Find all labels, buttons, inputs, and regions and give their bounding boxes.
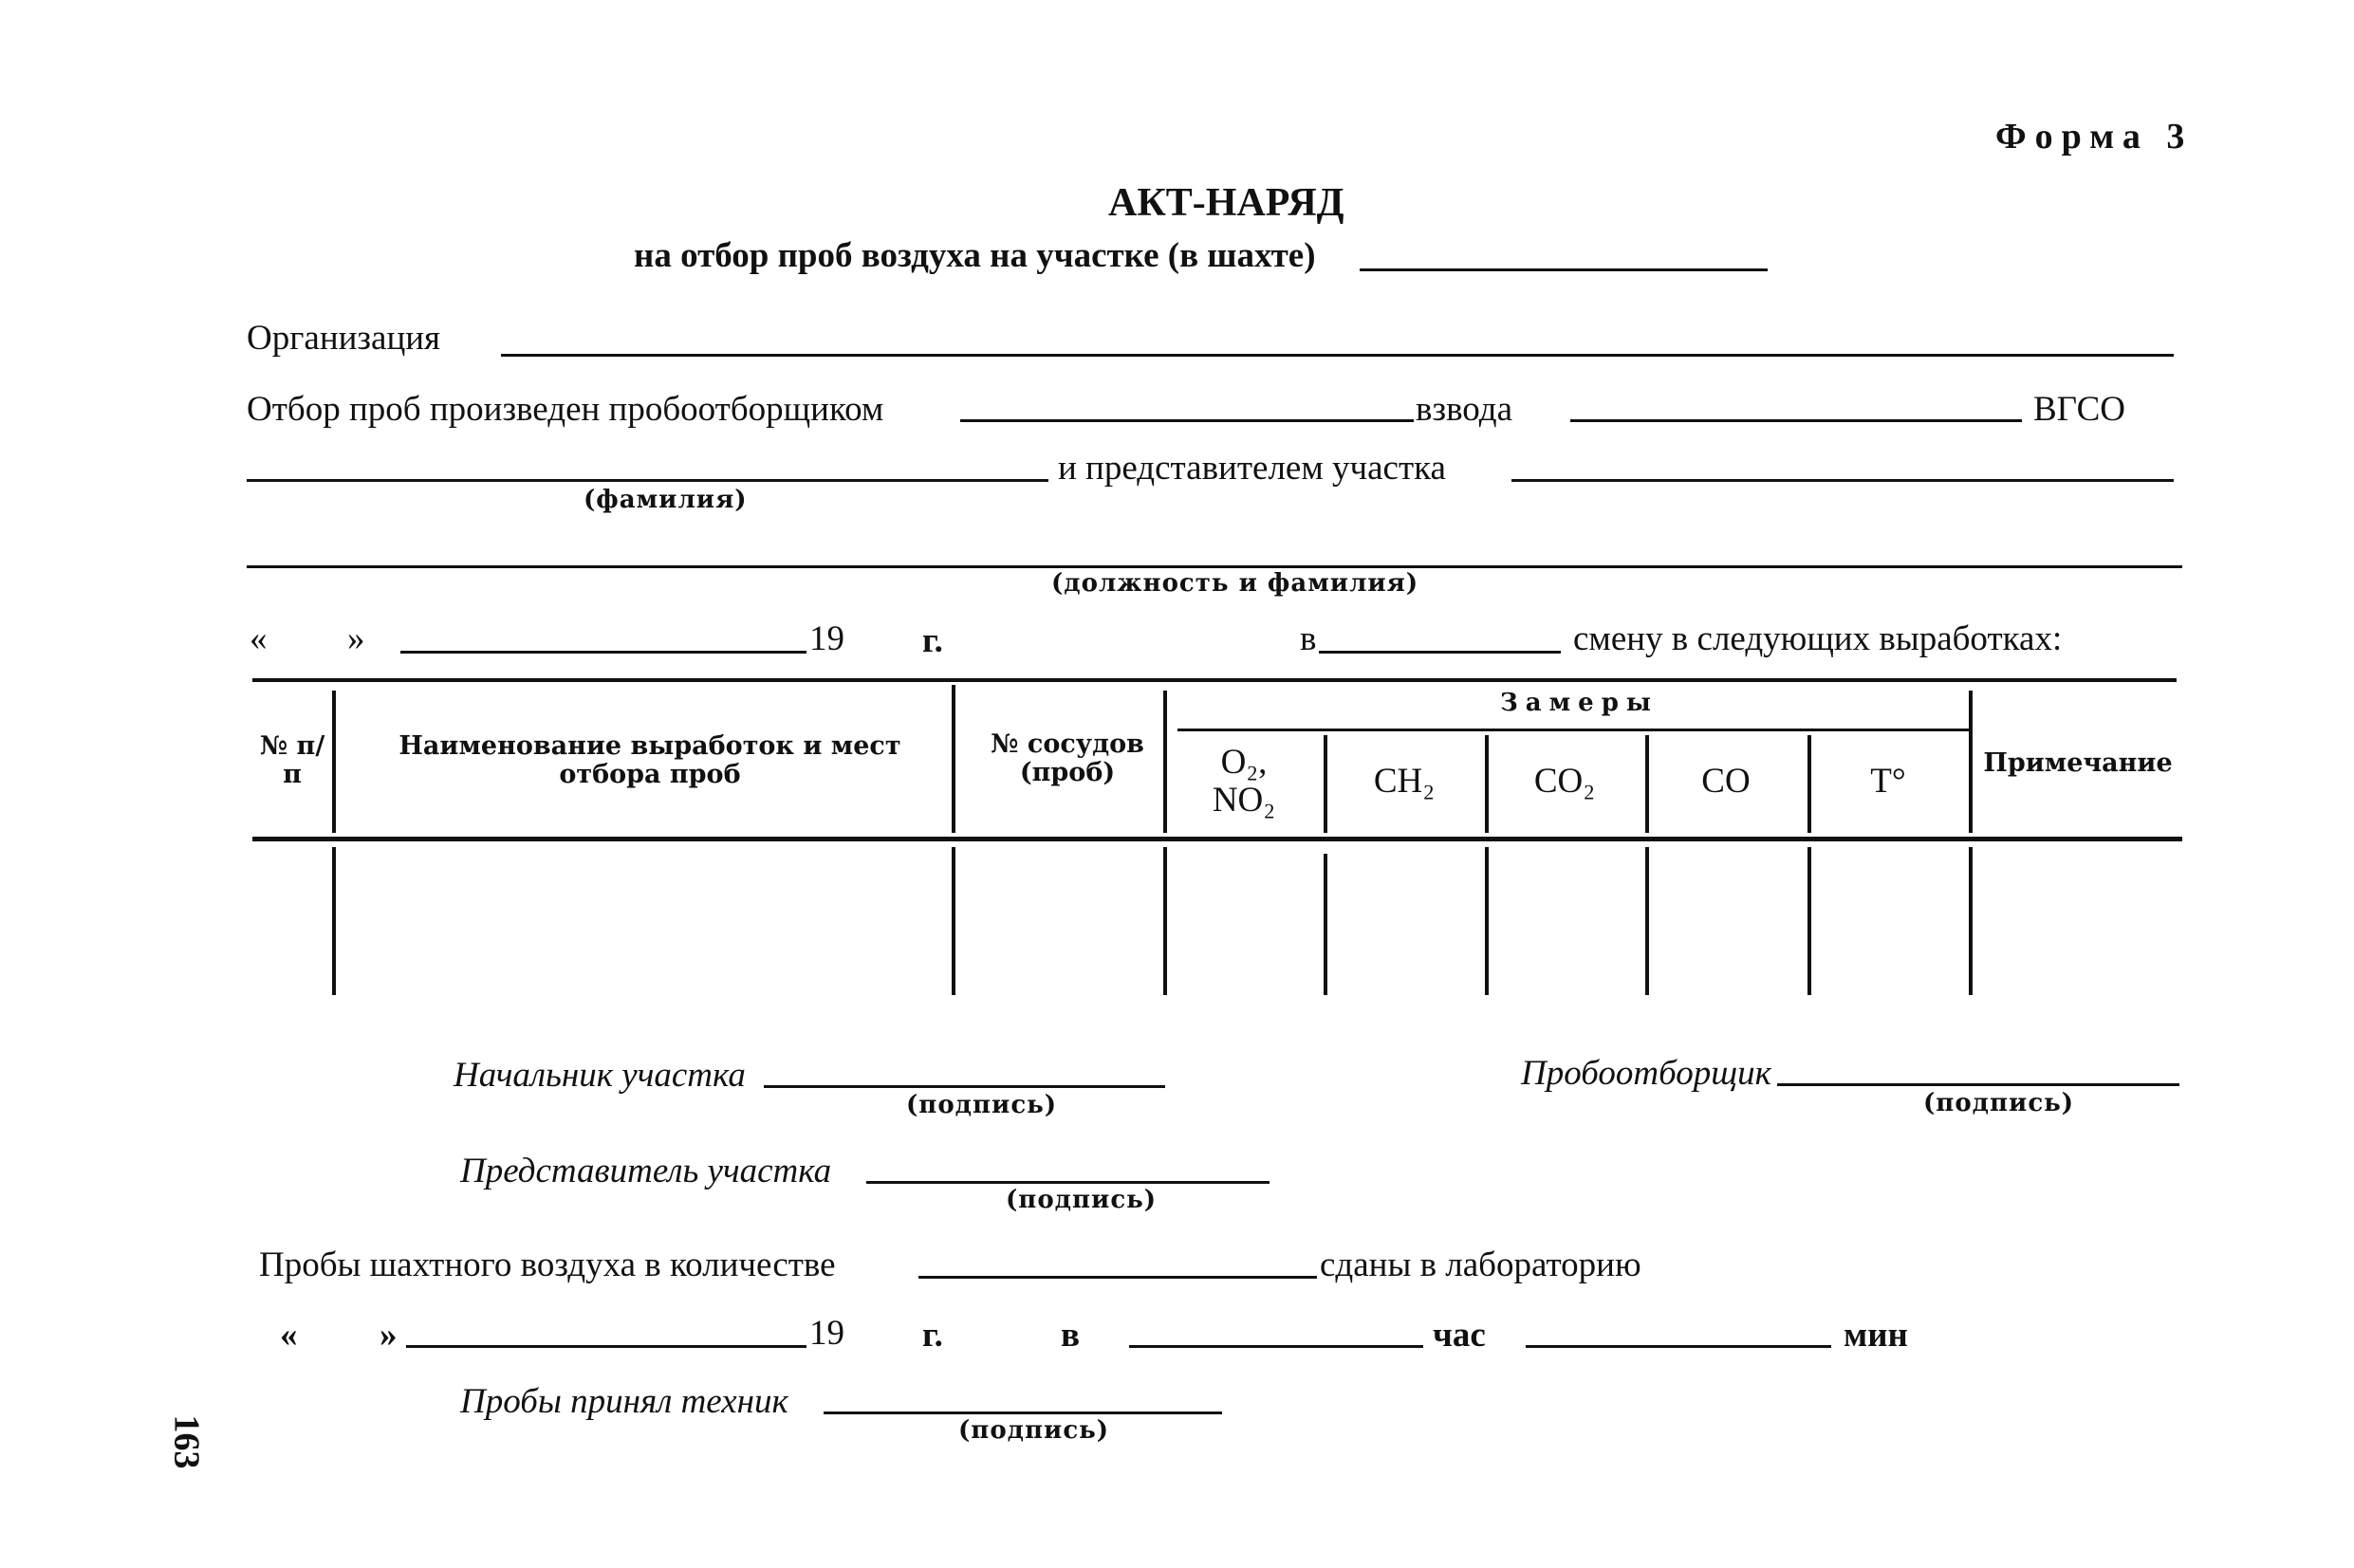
org-vgso-label: ВГСО xyxy=(2033,390,2125,429)
table-body-vline xyxy=(1807,847,1811,995)
table-vline xyxy=(1807,735,1811,833)
delivery-label: Пробы шахтного воздуха в количестве xyxy=(259,1245,836,1284)
table-body-vline xyxy=(1485,847,1489,995)
date-field-line[interactable] xyxy=(400,651,806,654)
sampler-label: Отбор проб произведен пробоотборщиком xyxy=(247,390,884,429)
sampler-signature-label: Пробоотборщик xyxy=(1521,1054,1771,1093)
table-top-rule xyxy=(252,678,2177,682)
page-number: 163 xyxy=(166,1414,207,1469)
delivery-date-line[interactable] xyxy=(406,1345,806,1348)
platoon-field-line[interactable] xyxy=(1570,419,2022,422)
table-body-vline xyxy=(1969,847,1973,995)
page-title: АКТ-НАРЯД xyxy=(1108,181,1344,225)
hint-position: (должность и фамилия) xyxy=(1051,569,1419,598)
organization-label: Организация xyxy=(247,319,441,358)
mine-field-line[interactable] xyxy=(1360,268,1768,271)
shift-field-line[interactable] xyxy=(1319,651,1561,654)
technician-signature-hint: (подпись) xyxy=(958,1416,1110,1445)
sampler-signature-hint: (подпись) xyxy=(1923,1089,2075,1117)
date-year: 19 xyxy=(809,619,844,658)
minutes-label: мин xyxy=(1844,1316,1908,1355)
table-body-vline xyxy=(1163,847,1167,995)
hint-surname: (фамилия) xyxy=(584,486,748,514)
delivery-quote-close: » xyxy=(380,1316,398,1355)
table-vline xyxy=(1969,691,1973,833)
delivery-year-suffix: г. xyxy=(922,1316,943,1355)
no2-label: NO₂ xyxy=(1212,781,1276,820)
col-o2-header xyxy=(1173,744,1315,820)
representative-signature-line[interactable] xyxy=(866,1181,1270,1184)
table-vline xyxy=(1163,691,1167,833)
table-body-vline xyxy=(332,847,336,995)
chief-label: Начальник участка xyxy=(454,1056,746,1095)
table-vline xyxy=(1324,735,1327,833)
chief-signature-hint: (подпись) xyxy=(906,1091,1058,1119)
measurements-group-header: Замеры xyxy=(1500,689,1659,717)
subtitle: на отбор проб воздуха на участке (в шахте) xyxy=(634,236,1316,275)
delivery-quote-open: « xyxy=(280,1316,298,1355)
representative-signature-hint: (подпись) xyxy=(1006,1186,1158,1214)
platoon-label: взвода xyxy=(1416,390,1512,429)
measurements-group-rule xyxy=(1177,729,1973,731)
sampler-field-line[interactable] xyxy=(960,419,1414,422)
technician-signature-line[interactable] xyxy=(824,1411,1222,1414)
position-field-line[interactable] xyxy=(247,565,2182,568)
col-co2-header: CO₂ xyxy=(1533,762,1596,801)
chief-signature-line[interactable] xyxy=(764,1085,1165,1088)
table-vline xyxy=(1485,735,1489,833)
o2-label: O₂, xyxy=(1220,743,1268,782)
col-t-header: T° xyxy=(1870,762,1906,801)
col-vessels-header: № сосудов (проб) xyxy=(991,729,1144,787)
table-body-vline xyxy=(952,847,955,995)
date-quote-open: « xyxy=(250,619,268,658)
col-ch-header: CH₂ xyxy=(1373,762,1436,801)
representative-signature-label: Представитель участка xyxy=(460,1152,832,1190)
technician-label: Пробы принял техник xyxy=(460,1382,788,1421)
col-name-header: Наименование выработок и мест отбора проб xyxy=(399,731,901,789)
date-quote-close: » xyxy=(347,619,365,658)
organization-field-line[interactable] xyxy=(501,354,2174,357)
delivery-in-label: в xyxy=(1061,1316,1080,1355)
table-body-vline xyxy=(1324,854,1327,995)
surname-field-line[interactable] xyxy=(247,479,1048,482)
delivery-year: 19 xyxy=(809,1314,844,1353)
table-vline xyxy=(1645,735,1649,833)
date-year-suffix: г. xyxy=(922,621,943,660)
delivery-quantity-line[interactable] xyxy=(918,1276,1317,1279)
form-label: Форма 3 xyxy=(1995,117,2194,157)
shift-text: смену в следующих выработках: xyxy=(1573,619,2063,658)
shift-in-label: в xyxy=(1300,619,1317,658)
col-note-header: Примечание xyxy=(1983,748,2173,778)
hours-label: час xyxy=(1433,1316,1486,1355)
delivered-label: сданы в лабораторию xyxy=(1320,1245,1641,1284)
table-vline xyxy=(952,685,955,833)
table-vline xyxy=(332,691,336,833)
col-co-header: CO xyxy=(1701,762,1751,801)
delivery-hours-line[interactable] xyxy=(1129,1345,1423,1348)
representative-label: и представителем участка xyxy=(1058,449,1446,488)
col-number-header: № п/п xyxy=(259,731,325,789)
table-header-rule xyxy=(252,837,2182,841)
table-body-vline xyxy=(1645,847,1649,995)
representative-field-line[interactable] xyxy=(1511,479,2174,482)
sampler-signature-line[interactable] xyxy=(1777,1083,2179,1086)
delivery-minutes-line[interactable] xyxy=(1526,1345,1831,1348)
